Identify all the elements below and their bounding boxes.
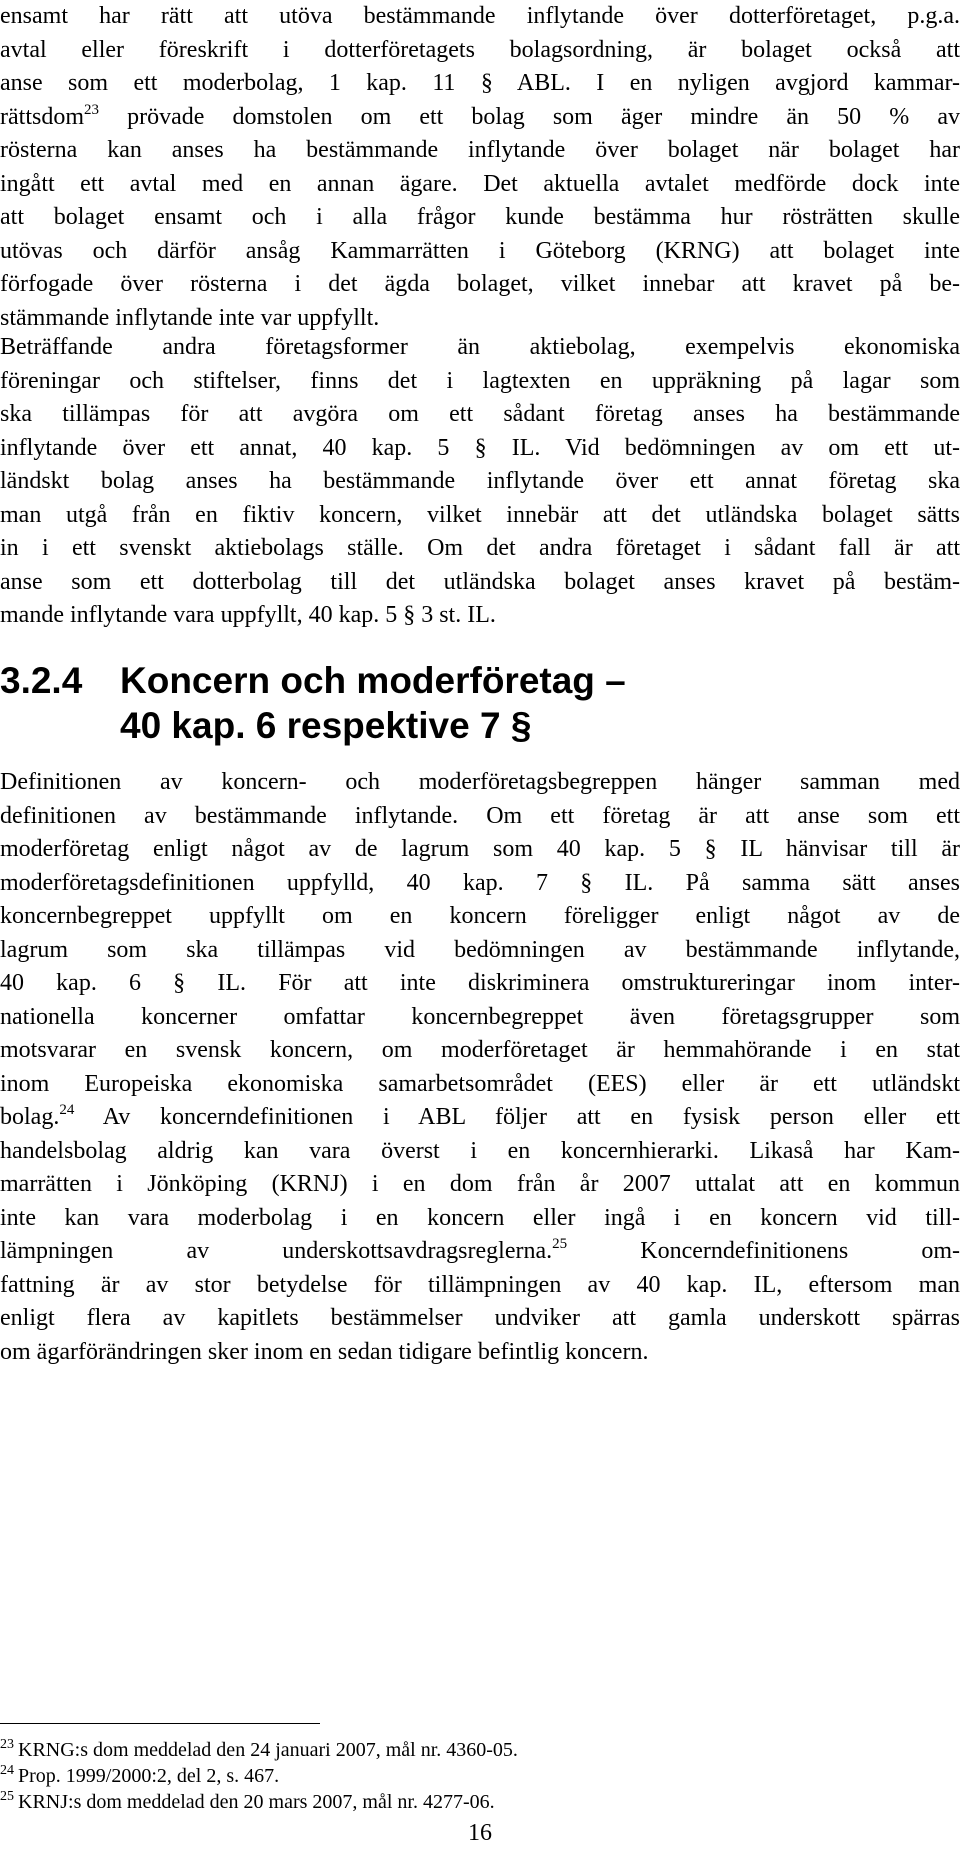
text-line: ingått ett avtal med en annan ägare. Det aktuella avtalet medförde dock inte <box>0 170 960 197</box>
text-line: Beträffande andra företagsformer än aktiebolag, exempelvis ekonomiska <box>0 334 960 360</box>
text-line: förfogade över rösterna i det ägda bolaget, vilket innebar att kravet på be- <box>0 271 960 297</box>
text-line: mande inflytande vara uppfyllt, 40 kap. 5 § 3 st. IL. <box>0 602 496 628</box>
footnote-ref: 23 <box>84 101 99 118</box>
page-number: 16 <box>468 1820 492 1846</box>
text-line: rättsdom$^{23}$ prövade domstolen om ett bolag som äger mindre än 50 % av <box>0 101 960 130</box>
text-line: ländskt bolag anses ha bestämmande inflytande över ett annat företag ska <box>0 468 960 494</box>
footnote-ref: 24 <box>59 1102 75 1118</box>
footnote-ref: 25 <box>552 1236 568 1252</box>
footnote-25: $^{25}$ KRNJ:s dom meddelad den 20 mars 2007, mål nr. 4277-06. <box>0 1789 495 1813</box>
text-line: moderföretag enligt något av de lagrum som 40 kap. 5 § IL hänvisar till är <box>0 836 960 862</box>
footnote-24: $^{24}$ Prop. 1999/2000:2, del 2, s. 467. <box>0 1763 280 1787</box>
text-line: om ägarförändringen sker inom en sedan tidigare befintlig koncern. <box>0 1338 649 1365</box>
paragraph-group-definition <box>0 766 960 1369</box>
text-line: enligt flera av kapitlets bestämmelser undviker att gamla underskott spärras <box>0 1305 960 1331</box>
paragraph-other-company-forms <box>0 331 960 633</box>
footnote-separator <box>0 1723 320 1724</box>
text-line: handelsbolag aldrig kan vara överst i en koncernhierarki. Likaså har Kam- <box>0 1137 960 1164</box>
text-line: inflytande över ett annat, 40 kap. 5 § IL. Vid bedömningen av om ett ut- <box>0 434 960 461</box>
text-line: 40 kap. 6 § IL. För att inte diskriminera omstruktureringar inom inter- <box>0 970 960 996</box>
text-line: stämmande inflytande inte var uppfyllt. <box>0 304 380 331</box>
text-line: moderföretagsdefinitionen uppfylld, 40 kap. 7 § IL. På samma sätt anses <box>0 869 960 896</box>
text-line: att bolaget ensamt och i alla frågor kunde bestämma hur rösträtten skulle <box>0 204 960 230</box>
section-number: 3.2.4 <box>0 660 83 701</box>
text-line: bolag.$^{24}$ Av koncerndefinitionen i ABL följer att en fysisk person eller ett <box>0 1102 960 1130</box>
text-line: utövas och därför ansåg Kammarrätten i Göteborg (KRNG) att bolaget inte <box>0 237 960 264</box>
paragraph-control-ownership <box>0 0 960 335</box>
section-title-line-1: Koncern och moderföretag – <box>120 660 626 701</box>
text-line: nationella koncerner omfattar koncernbegreppet även företagsgrupper som <box>0 1003 960 1030</box>
text-line: anse som ett moderbolag, 1 kap. 11 § ABL. I en nyligen avgjord kammar- <box>0 70 960 96</box>
text-line: marrätten i Jönköping (KRNJ) i en dom från år 2007 uttalat att en kommun <box>0 1171 960 1197</box>
footnotes <box>0 1737 960 1815</box>
text-line: definitionen av bestämmande inflytande. Om ett företag är att anse som ett <box>0 802 960 829</box>
text-line: motsvarar en svensk koncern, om moderföretaget är hemmahörande i en stat <box>0 1037 960 1063</box>
text-line: koncernbegreppet uppfyllt om en koncern föreligger enligt något av de <box>0 903 960 929</box>
text-line: avtal eller föreskrift i dotterföretagets bolagsordning, är bolaget också att <box>0 36 960 63</box>
text-line: föreningar och stiftelser, finns det i lagtexten en uppräkning på lagar som <box>0 367 960 394</box>
text-line: ensamt har rätt att utöva bestämmande inflytande över dotterföretaget, p.g.a. <box>0 3 960 29</box>
text-line: inom Europeiska ekonomiska samarbetsområdet (EES) eller är ett utländskt <box>0 1070 960 1097</box>
footnote-23: $^{23}$ KRNG:s dom meddelad den 24 januari 2007, mål nr. 4360-05. <box>0 1737 518 1761</box>
text-line: man utgå från en fiktiv koncern, vilket innebär att det utländska bolaget sätts <box>0 501 960 528</box>
text-line: Definitionen av koncern- och moderföretagsbegreppen hänger samman med <box>0 769 960 795</box>
text-line: rösterna kan anses ha bestämmande inflytande över bolaget när bolaget har <box>0 137 960 163</box>
text-line: in i ett svenskt aktiebolags ställe. Om det andra företaget i sådant fall är att <box>0 535 960 561</box>
text-line: fattning är av stor betydelse för tillämpningen av 40 kap. IL, eftersom man <box>0 1271 960 1298</box>
text-line: ska tillämpas för att avgöra om ett sådant företag anses ha bestämmande <box>0 401 960 427</box>
text-line: inte kan vara moderbolag i en koncern eller ingå i en koncern vid till- <box>0 1204 960 1231</box>
text-line: lämpningen av underskottsavdragsreglerna.$^{25}$ Koncerndefinitionens om- <box>0 1236 960 1264</box>
text-line: lagrum som ska tillämpas vid bedömningen av bestämmande inflytande, <box>0 936 960 963</box>
section-title-line-2: 40 kap. 6 respektive 7 § <box>120 705 532 746</box>
text-line: anse som ett dotterbolag till det utländska bolaget anses kravet på bestäm- <box>0 568 960 595</box>
